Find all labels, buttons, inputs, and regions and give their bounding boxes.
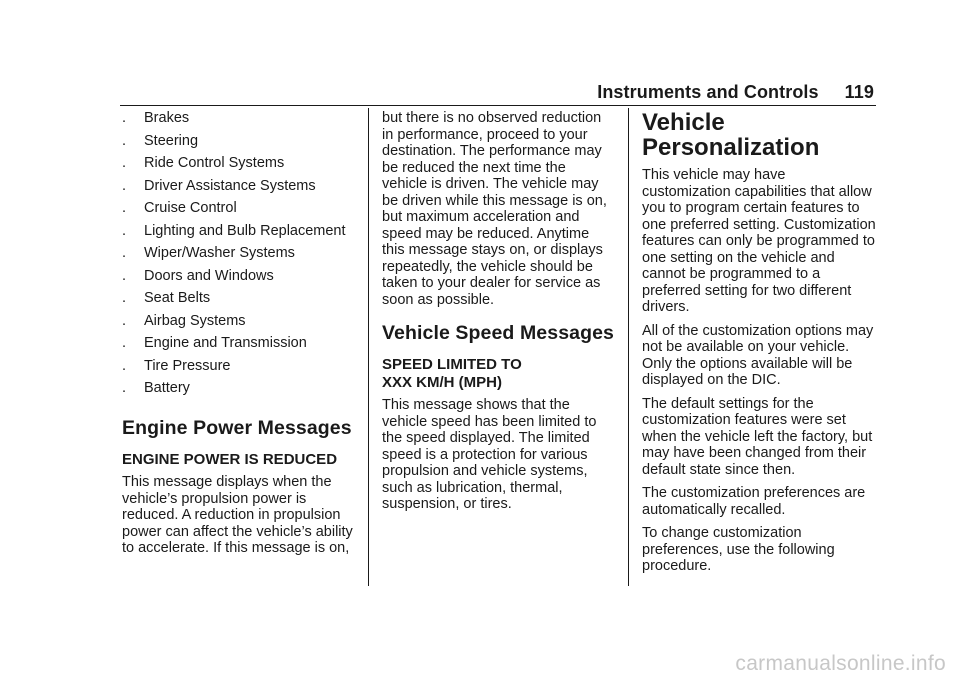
body-paragraph: To change customization preferences, use the following procedure. <box>642 525 835 574</box>
watermark: carmanualsonline.info <box>735 652 946 675</box>
list-item: . Seat Belts <box>122 290 211 306</box>
list-item: . Engine and Transmission <box>122 335 307 351</box>
list-item: . Ride Control Systems <box>122 155 285 171</box>
page-header <box>597 82 874 103</box>
list-item: . Doors and Windows <box>122 267 274 284</box>
list-item: . Brakes <box>122 110 190 126</box>
list-item: . Cruise Control <box>122 200 237 216</box>
body-paragraph: This message displays when the vehicle’s propulsion power is reduced. A reduction in propulsion power can affect the vehicle’s ability to accelerate. If this message is on, <box>122 474 353 556</box>
subheading-engine-power-reduced: ENGINE POWER IS REDUCED <box>122 450 338 468</box>
body-paragraph: The default settings for the customization features were set when the vehicle left the factory, but may have been changed from their default state since then. <box>642 395 873 478</box>
page-number: 119 <box>844 82 874 102</box>
column-left <box>122 110 358 563</box>
chapter-title: Instruments and Controls <box>597 82 819 102</box>
column-divider-right <box>628 108 629 586</box>
list-item: . Steering <box>122 132 199 149</box>
body-paragraph: All of the customization options may not be available on your vehicle. Only the options available will be displayed on the DIC. <box>642 322 874 388</box>
list-item: . Tire Pressure <box>122 357 231 374</box>
chapter-section-title: Vehicle Personalization <box>642 109 820 161</box>
list-item: . Airbag Systems <box>122 312 246 329</box>
section-heading-engine-power: Engine Power Messages <box>122 416 352 439</box>
body-paragraph: This message shows that the vehicle speed has been limited to the speed displayed. The limited speed is a protection for various propulsion and vehicle systems, such as lubrication, thermal, suspension, or tires. <box>382 397 597 512</box>
list-item: . Wiper/Washer Systems <box>122 245 295 261</box>
column-right <box>642 110 878 582</box>
body-paragraph: The customization preferences are automatically recalled. <box>642 485 866 518</box>
header-rule <box>120 105 876 106</box>
section-heading-vehicle-speed: Vehicle Speed Messages <box>382 322 614 344</box>
list-item: . Driver Assistance Systems <box>122 177 316 194</box>
list-item: . Lighting and Bulb Replacement <box>122 222 346 239</box>
body-paragraph-continued: but there is no observed reduction in performance, proceed to your destination. The performance may be reduced the next time the vehicle is driven. The vehicle may be driven while this message is on, but maximum acceleration and speed may be reduced. Anytime this message stays on, or displays repeatedly, the vehicle should be taken to your dealer for service as soon as possible. <box>382 110 607 308</box>
body-paragraph: This vehicle may have customization capabilities that allow you to program certain features to one preferred setting. Customization features can only be programmed to one setting on the vehicle and cannot be programmed to a preferred setting for two different drivers. <box>642 167 876 315</box>
list-item: . Battery <box>122 380 190 396</box>
topic-list <box>122 110 358 403</box>
column-middle <box>382 110 614 527</box>
column-divider-left <box>368 108 369 586</box>
subheading-speed-limited: SPEED LIMITED TO XXX KM/H (MPH) <box>382 356 522 391</box>
